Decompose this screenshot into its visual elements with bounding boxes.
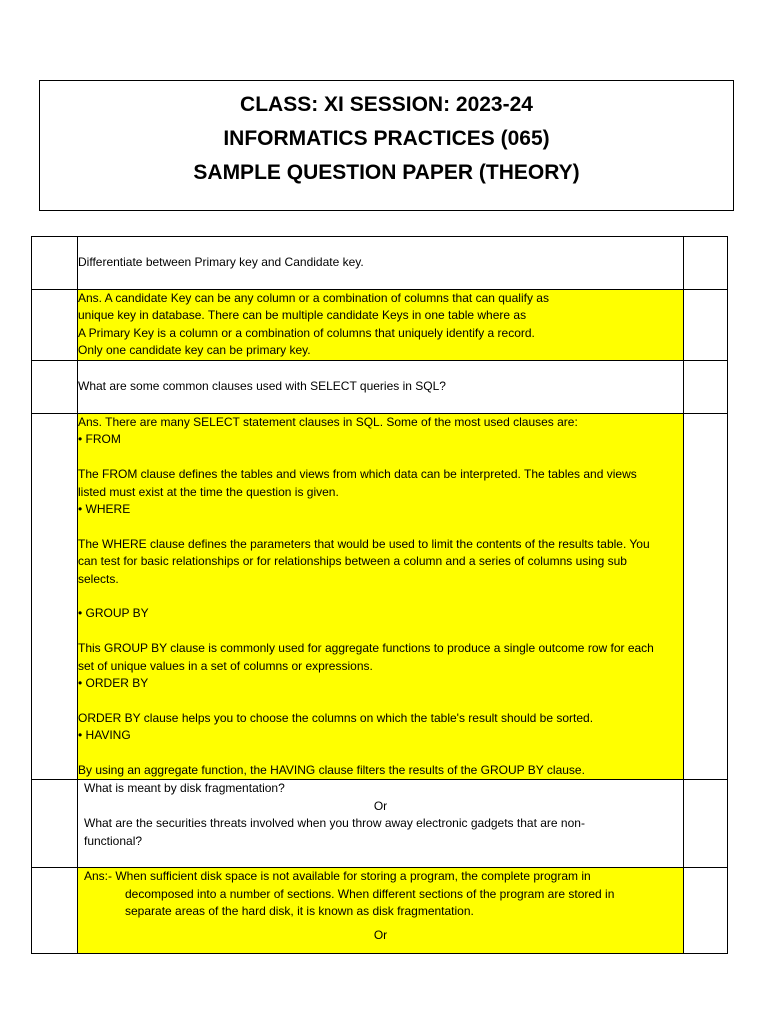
clause-description: The WHERE clause defines the parameters that would be used to limit the contents of the results table. You (78, 536, 650, 551)
marks-cell (684, 290, 728, 361)
answer-line: Only one candidate key can be primary key. (78, 343, 311, 358)
marks-cell (684, 868, 728, 954)
answer-cell (78, 868, 684, 954)
clause-heading-having: • HAVING (78, 728, 131, 743)
clause-description: ORDER BY clause helps you to choose the columns on which the table's result should be sorted. (78, 710, 594, 725)
marks-cell (684, 414, 728, 780)
or-separator: Or (373, 798, 388, 813)
paper-header (39, 80, 734, 211)
question-text: What is meant by disk fragmentation? (84, 781, 285, 796)
clause-description: This GROUP BY clause is commonly used for aggregate functions to produce a single outcome row for each (78, 641, 654, 656)
answer-cell (78, 414, 684, 780)
answer-number-cell (32, 868, 78, 954)
question-cell (78, 780, 684, 868)
answer-line: decomposed into a number of sections. When different sections of the program are stored in (125, 886, 615, 901)
question-cell (78, 237, 684, 290)
paper-type-title: SAMPLE QUESTION PAPER (THEORY) (193, 161, 580, 184)
or-separator: Or (373, 927, 388, 942)
answer-row-2 (32, 414, 728, 780)
clause-heading-order-by: • ORDER BY (78, 676, 149, 691)
clause-description: By using an aggregate function, the HAVING clause filters the results of the GROUP BY clause. (78, 763, 585, 778)
question-text: What are the securities threats involved when you throw away electronic gadgets that are non- (84, 816, 585, 831)
question-number-cell (32, 361, 78, 414)
question-text: What are some common clauses used with SELECT queries in SQL? (78, 379, 446, 394)
marks-cell (684, 237, 728, 290)
answer-number-cell (32, 290, 78, 361)
clause-description: set of unique values in a set of columns or expressions. (78, 658, 373, 673)
answer-line: Ans. A candidate Key can be any column or a combination of columns that can qualify as (78, 291, 549, 305)
question-answer-table (31, 236, 728, 954)
clause-heading-where: • WHERE (78, 502, 131, 517)
answer-line: separate areas of the hard disk, it is known as disk fragmentation. (125, 904, 474, 919)
answer-row-3 (32, 868, 728, 954)
question-row-1 (32, 237, 728, 290)
answer-intro: Ans. There are many SELECT statement clauses in SQL. Some of the most used clauses are: (78, 415, 578, 429)
answer-number-cell (32, 414, 78, 780)
clause-heading-from: • FROM (78, 432, 121, 447)
question-number-cell (32, 237, 78, 290)
marks-cell (684, 361, 728, 414)
clause-heading-group-by: • GROUP BY (78, 606, 149, 621)
question-row-3 (32, 780, 728, 868)
marks-cell (684, 780, 728, 868)
clause-description: selects. (78, 571, 119, 586)
question-cell (78, 361, 684, 414)
answer-row-1 (32, 290, 728, 361)
answer-line: unique key in database. There can be multiple candidate Keys in one table where as (78, 308, 527, 323)
clause-description: The FROM clause defines the tables and views from which data can be interpreted. The tables and views (78, 467, 637, 482)
clause-description: listed must exist at the time the question is given. (78, 484, 339, 499)
clause-description: can test for basic relationships or for relationships between a column and a series of columns using sub (78, 554, 627, 569)
question-text: Differentiate between Primary key and Candidate key. (78, 255, 364, 270)
question-row-2 (32, 361, 728, 414)
class-session-title: CLASS: XI SESSION: 2023-24 (240, 93, 533, 116)
answer-line: Ans:- When sufficient disk space is not available for storing a program, the complete program in (84, 869, 591, 884)
question-number-cell (32, 780, 78, 868)
answer-cell (78, 290, 684, 361)
question-text: functional? (84, 833, 143, 848)
subject-title: INFORMATICS PRACTICES (065) (223, 127, 550, 150)
answer-line: A Primary Key is a column or a combination of columns that uniquely identify a record. (78, 325, 535, 340)
